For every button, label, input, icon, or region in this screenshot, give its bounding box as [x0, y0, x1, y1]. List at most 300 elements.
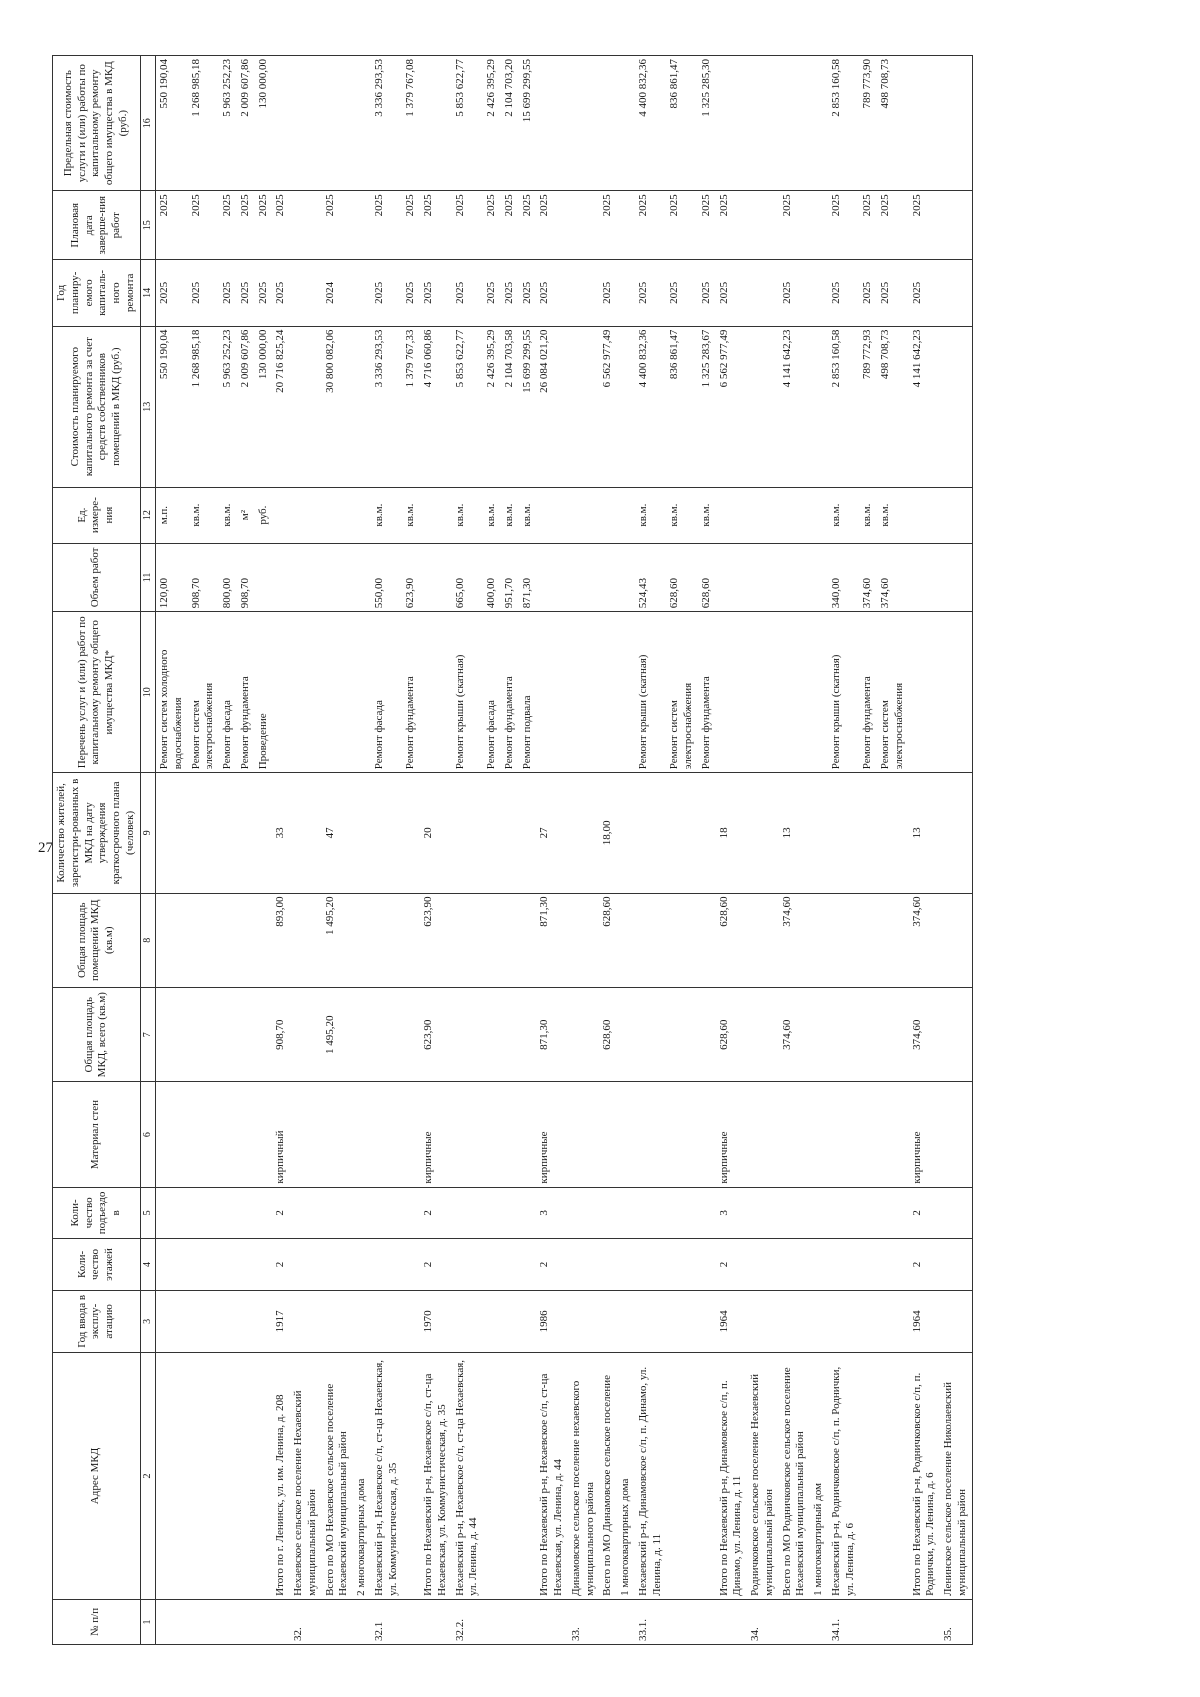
- table-cell-col-6: [483, 1082, 501, 1187]
- table-cell-col-16: [272, 56, 290, 191]
- table-row: [219, 56, 237, 1645]
- table-cell-col-12: [779, 487, 811, 543]
- table-cell-col-9: [156, 773, 188, 893]
- table-cell-col-5: [617, 1187, 635, 1239]
- table-cell-col-9: 33: [272, 773, 290, 893]
- table-cell-col-13: 15 699 299,55: [519, 326, 537, 487]
- table-cell-col-7: [859, 987, 877, 1081]
- table-row: [188, 56, 220, 1645]
- table-cell-col-3: 1964: [909, 1290, 941, 1352]
- table-cell-col-3: [501, 1290, 519, 1352]
- table-cell-col-7: [353, 987, 371, 1081]
- table-cell-col-10: [568, 612, 600, 773]
- table-cell-col-5: 3: [716, 1187, 748, 1239]
- table-cell-col-14: 2025: [483, 260, 501, 327]
- table-cell-col-10: [353, 612, 371, 773]
- table-cell-col-5: [255, 1187, 273, 1239]
- column-header-7: Общая площадь МКД, всего (кв.м): [53, 987, 141, 1081]
- table-cell-col-14: 2025: [779, 260, 811, 327]
- table-cell-col-1: 33.: [568, 1599, 600, 1644]
- table-cell-col-11: [747, 543, 779, 612]
- table-cell-col-4: [810, 1239, 828, 1291]
- table-row: [272, 56, 290, 1645]
- table-row: [828, 56, 860, 1645]
- table-cell-col-7: 628,60: [716, 987, 748, 1081]
- table-cell-col-7: [617, 987, 635, 1081]
- table-cell-col-2: [402, 1352, 420, 1599]
- table-cell-col-6: [353, 1082, 371, 1187]
- table-cell-col-10: [420, 612, 452, 773]
- table-cell-col-8: [483, 893, 501, 987]
- table-cell-col-9: [290, 773, 322, 893]
- table-cell-col-11: 908,70: [237, 543, 255, 612]
- table-cell-col-3: [290, 1290, 322, 1352]
- table-cell-col-9: [877, 773, 909, 893]
- table-cell-col-16: [536, 56, 568, 191]
- table-cell-col-16: [568, 56, 600, 191]
- table-cell-col-10: [810, 612, 828, 773]
- table-cell-col-8: 628,60: [716, 893, 748, 987]
- column-header-16: Предельная стоимость услуги и (или) работы по капитальному ремонту общего имущества в МКД (руб.): [53, 56, 141, 191]
- table-cell-col-8: [353, 893, 371, 987]
- table-row: [371, 56, 403, 1645]
- table-cell-col-2: [519, 1352, 537, 1599]
- table-cell-col-4: [501, 1239, 519, 1291]
- table-cell-col-10: [779, 612, 811, 773]
- table-cell-col-14: [568, 260, 600, 327]
- table-cell-col-13: [353, 326, 371, 487]
- table-cell-col-10: [599, 612, 617, 773]
- table-cell-col-15: 2025: [828, 191, 860, 260]
- column-header-15: Плановая дата заверше-ния работ: [53, 191, 141, 260]
- table-cell-col-15: [747, 191, 779, 260]
- table-cell-col-8: [255, 893, 273, 987]
- table-cell-col-11: [810, 543, 828, 612]
- table-cell-col-4: [747, 1239, 779, 1291]
- table-cell-col-2: [501, 1352, 519, 1599]
- table-cell-col-6: [255, 1082, 273, 1187]
- table-cell-col-9: [568, 773, 600, 893]
- table-cell-col-9: [666, 773, 698, 893]
- table-cell-col-1: 34.: [747, 1599, 779, 1644]
- table-cell-col-12: [353, 487, 371, 543]
- table-cell-col-1: [255, 1599, 273, 1644]
- table-cell-col-16: [353, 56, 371, 191]
- table-cell-col-2: Нехаевский р-н, Нехаевское с/п, ст-ца Нехаевская, ул. Коммунистическая, д. 35: [371, 1352, 403, 1599]
- table-cell-col-3: [483, 1290, 501, 1352]
- table-cell-col-5: 3: [536, 1187, 568, 1239]
- table-cell-col-12: [940, 487, 972, 543]
- table-cell-col-3: [255, 1290, 273, 1352]
- table-body: [156, 56, 973, 1645]
- table-cell-col-14: 2025: [272, 260, 290, 327]
- table-row: [237, 56, 255, 1645]
- table-cell-col-3: 1986: [536, 1290, 568, 1352]
- table-cell-col-7: [188, 987, 220, 1081]
- table-cell-col-11: [568, 543, 600, 612]
- table-cell-col-15: 2025: [322, 191, 354, 260]
- table-cell-col-8: [617, 893, 635, 987]
- table-cell-col-8: [859, 893, 877, 987]
- table-cell-col-14: 2025: [371, 260, 403, 327]
- table-cell-col-2: Всего по МО Динамовское сельское поселение: [599, 1352, 617, 1599]
- table-cell-col-5: [483, 1187, 501, 1239]
- table-cell-col-8: 628,60: [599, 893, 617, 987]
- table-cell-col-12: кв.м.: [859, 487, 877, 543]
- table-cell-col-7: 871,30: [536, 987, 568, 1081]
- table-cell-col-2: Динамовское сельское поселение нехаевского муниципального района: [568, 1352, 600, 1599]
- column-number-14: 14: [140, 260, 156, 327]
- table-row: [156, 56, 188, 1645]
- table-cell-col-3: [940, 1290, 972, 1352]
- table-cell-col-1: [420, 1599, 452, 1644]
- table-cell-col-6: [666, 1082, 698, 1187]
- table-cell-col-11: 665,00: [452, 543, 484, 612]
- table-cell-col-9: [747, 773, 779, 893]
- table-cell-col-4: [519, 1239, 537, 1291]
- table-row: [536, 56, 568, 1645]
- table-cell-col-5: [828, 1187, 860, 1239]
- table-cell-col-14: 2025: [828, 260, 860, 327]
- table-cell-col-7: [371, 987, 403, 1081]
- table-cell-col-7: 628,60: [599, 987, 617, 1081]
- table-cell-col-7: [519, 987, 537, 1081]
- column-header-12: Ед. измере-ния: [53, 487, 141, 543]
- table-row: [779, 56, 811, 1645]
- table-cell-col-12: кв.м.: [635, 487, 667, 543]
- table-cell-col-7: 623,90: [420, 987, 452, 1081]
- table-cell-col-2: [219, 1352, 237, 1599]
- table-cell-col-13: 2 853 160,58: [828, 326, 860, 487]
- table-cell-col-2: [237, 1352, 255, 1599]
- table-cell-col-15: 2025: [219, 191, 237, 260]
- table-cell-col-3: [568, 1290, 600, 1352]
- table-cell-col-16: 789 773,90: [859, 56, 877, 191]
- table-cell-col-1: [617, 1599, 635, 1644]
- table-cell-col-13: 130 000,00: [255, 326, 273, 487]
- table-cell-col-16: 2 426 395,29: [483, 56, 501, 191]
- table-cell-col-15: 2025: [255, 191, 273, 260]
- table-cell-col-7: [877, 987, 909, 1081]
- table-cell-col-2: 1 многоквартирный дом: [810, 1352, 828, 1599]
- table-cell-col-1: [698, 1599, 716, 1644]
- table-cell-col-15: 2025: [156, 191, 188, 260]
- table-cell-col-13: 550 190,04: [156, 326, 188, 487]
- table-cell-col-5: [219, 1187, 237, 1239]
- table-cell-col-7: 374,60: [909, 987, 941, 1081]
- table-cell-col-16: [290, 56, 322, 191]
- table-cell-col-14: 2025: [420, 260, 452, 327]
- header-row: [53, 56, 141, 1645]
- table-cell-col-2: [666, 1352, 698, 1599]
- column-number-11: 11: [140, 543, 156, 612]
- rotated-table-area: [52, 55, 1152, 1645]
- table-cell-col-16: 1 325 285,30: [698, 56, 716, 191]
- table-cell-col-11: [617, 543, 635, 612]
- table-cell-col-9: 13: [779, 773, 811, 893]
- table-cell-col-3: 1917: [272, 1290, 290, 1352]
- table-cell-col-1: 32.1: [371, 1599, 403, 1644]
- table-cell-col-12: руб.: [255, 487, 273, 543]
- table-cell-col-13: 6 562 977,49: [599, 326, 617, 487]
- table-cell-col-13: 4 141 642,23: [909, 326, 941, 487]
- column-number-8: 8: [140, 893, 156, 987]
- table-cell-col-1: [402, 1599, 420, 1644]
- table-cell-col-6: кирпичный: [272, 1082, 290, 1187]
- table-cell-col-12: [716, 487, 748, 543]
- table-cell-col-14: 2024: [322, 260, 354, 327]
- table-cell-col-6: [188, 1082, 220, 1187]
- table-cell-col-12: м.п.: [156, 487, 188, 543]
- table-cell-col-10: Ремонт систем электроснабжения: [666, 612, 698, 773]
- table-cell-col-14: 2025: [188, 260, 220, 327]
- table-cell-col-15: 2025: [420, 191, 452, 260]
- table-cell-col-1: [353, 1599, 371, 1644]
- table-cell-col-3: [219, 1290, 237, 1352]
- table-cell-col-15: 2025: [859, 191, 877, 260]
- column-number-3: 3: [140, 1290, 156, 1352]
- table-cell-col-2: Нехаевское сельское поселение Нехаевский муниципальный район: [290, 1352, 322, 1599]
- table-cell-col-15: 2025: [716, 191, 748, 260]
- column-header-14: Год планиру-емого капиталь-ного ремонта: [53, 260, 141, 327]
- table-cell-col-8: [519, 893, 537, 987]
- table-cell-col-14: 2025: [859, 260, 877, 327]
- table-cell-col-2: Итого по Нехаевский р-н, Нехаевское с/п, ст-ца Нехаевская, ул. Коммунистическая, д. 35: [420, 1352, 452, 1599]
- table-row: [877, 56, 909, 1645]
- table-cell-col-2: [698, 1352, 716, 1599]
- table-cell-col-1: 32.2.: [452, 1599, 484, 1644]
- table-cell-col-16: [940, 56, 972, 191]
- table-cell-col-1: [501, 1599, 519, 1644]
- column-header-11: Объем работ: [53, 543, 141, 612]
- table-cell-col-13: 1 325 283,67: [698, 326, 716, 487]
- table-cell-col-7: [666, 987, 698, 1081]
- table-cell-col-10: Ремонт крыши (скатная): [828, 612, 860, 773]
- table-cell-col-2: [877, 1352, 909, 1599]
- table-cell-col-4: [617, 1239, 635, 1291]
- table-cell-col-6: [156, 1082, 188, 1187]
- table-cell-col-9: [940, 773, 972, 893]
- table-cell-col-10: [272, 612, 290, 773]
- table-cell-col-12: [272, 487, 290, 543]
- table-cell-col-16: 2 104 703,20: [501, 56, 519, 191]
- table-cell-col-8: [156, 893, 188, 987]
- table-cell-col-12: кв.м.: [698, 487, 716, 543]
- table-cell-col-11: 374,60: [859, 543, 877, 612]
- table-cell-col-1: [483, 1599, 501, 1644]
- table-cell-col-12: кв.м.: [219, 487, 237, 543]
- table-cell-col-4: [353, 1239, 371, 1291]
- table-cell-col-12: кв.м.: [828, 487, 860, 543]
- table-cell-col-14: [810, 260, 828, 327]
- table-cell-col-9: 47: [322, 773, 354, 893]
- table-cell-col-14: 2025: [877, 260, 909, 327]
- table-cell-col-1: [322, 1599, 354, 1644]
- table-cell-col-12: [599, 487, 617, 543]
- table-cell-col-12: [420, 487, 452, 543]
- column-header-9: Количество жителей, зарегистри-рованных в МКД на дату утверждения краткосрочного плана (человек): [53, 773, 141, 893]
- table-cell-col-4: [635, 1239, 667, 1291]
- table-cell-col-6: [617, 1082, 635, 1187]
- table-cell-col-11: 628,60: [666, 543, 698, 612]
- column-number-1: 1: [140, 1599, 156, 1644]
- table-row: [698, 56, 716, 1645]
- table-cell-col-1: [156, 1599, 188, 1644]
- table-cell-col-1: [666, 1599, 698, 1644]
- table-cell-col-4: [156, 1239, 188, 1291]
- table-cell-col-15: [290, 191, 322, 260]
- table-cell-col-16: [909, 56, 941, 191]
- table-cell-col-3: [353, 1290, 371, 1352]
- table-cell-col-15: 2025: [635, 191, 667, 260]
- table-cell-col-16: 15 699 299,55: [519, 56, 537, 191]
- table-cell-col-8: [371, 893, 403, 987]
- column-number-15: 15: [140, 191, 156, 260]
- table-cell-col-9: [353, 773, 371, 893]
- column-number-16: 16: [140, 56, 156, 191]
- page-number: 27: [38, 840, 53, 856]
- table-cell-col-12: [909, 487, 941, 543]
- table-cell-col-2: Нехаевский р-н, Нехаевское с/п, ст-ца Нехаевская, ул. Ленина, д. 44: [452, 1352, 484, 1599]
- column-number-row: [140, 56, 156, 1645]
- table-cell-col-6: [290, 1082, 322, 1187]
- table-row: [290, 56, 322, 1645]
- table-cell-col-13: [617, 326, 635, 487]
- table-cell-col-15: 2025: [188, 191, 220, 260]
- table-cell-col-5: [501, 1187, 519, 1239]
- table-cell-col-7: 908,70: [272, 987, 290, 1081]
- column-number-9: 9: [140, 773, 156, 893]
- table-cell-col-11: 951,70: [501, 543, 519, 612]
- table-cell-col-10: Ремонт крыши (скатная): [452, 612, 484, 773]
- table-cell-col-2: Всего по МО Нехаевское сельское поселение Нехаевский муниципальный район: [322, 1352, 354, 1599]
- table-cell-col-16: 550 190,04: [156, 56, 188, 191]
- table-cell-col-8: [402, 893, 420, 987]
- table-cell-col-5: 2: [420, 1187, 452, 1239]
- table-cell-col-4: 2: [272, 1239, 290, 1291]
- table-row: [322, 56, 354, 1645]
- table-cell-col-5: [188, 1187, 220, 1239]
- table-cell-col-5: [599, 1187, 617, 1239]
- table-cell-col-7: 374,60: [779, 987, 811, 1081]
- table-cell-col-1: [716, 1599, 748, 1644]
- table-row: [859, 56, 877, 1645]
- table-cell-col-1: [272, 1599, 290, 1644]
- table-cell-col-4: 2: [536, 1239, 568, 1291]
- column-header-6: Материал стен: [53, 1082, 141, 1187]
- table-cell-col-5: [237, 1187, 255, 1239]
- table-cell-col-5: [666, 1187, 698, 1239]
- table-cell-col-9: 18,00: [599, 773, 617, 893]
- table-cell-col-1: 32.: [290, 1599, 322, 1644]
- table-cell-col-16: 2 009 607,86: [237, 56, 255, 191]
- table-cell-col-15: 2025: [779, 191, 811, 260]
- table-cell-col-14: 2025: [716, 260, 748, 327]
- table-cell-col-15: 2025: [501, 191, 519, 260]
- table-cell-col-13: 4 400 832,36: [635, 326, 667, 487]
- table-cell-col-2: Всего по МО Родничковское сельское поселение Нехаевский муниципальный район: [779, 1352, 811, 1599]
- table-cell-col-7: [940, 987, 972, 1081]
- table-cell-col-16: 3 336 293,53: [371, 56, 403, 191]
- table-cell-col-15: [568, 191, 600, 260]
- table-cell-col-9: [483, 773, 501, 893]
- table-cell-col-12: кв.м.: [402, 487, 420, 543]
- table-cell-col-14: [940, 260, 972, 327]
- table-cell-col-10: [536, 612, 568, 773]
- table-cell-col-11: 623,90: [402, 543, 420, 612]
- table-cell-col-2: 2 многоквартирных дома: [353, 1352, 371, 1599]
- table-cell-col-13: 4 716 060,86: [420, 326, 452, 487]
- table-cell-col-3: [599, 1290, 617, 1352]
- table-cell-col-8: 1 495,20: [322, 893, 354, 987]
- table-cell-col-6: [828, 1082, 860, 1187]
- table-cell-col-8: [188, 893, 220, 987]
- table-cell-col-13: 1 268 985,18: [188, 326, 220, 487]
- table-row: [666, 56, 698, 1645]
- table-cell-col-12: [290, 487, 322, 543]
- table-cell-col-10: Ремонт фундамента: [237, 612, 255, 773]
- table-cell-col-9: [698, 773, 716, 893]
- table-cell-col-7: [810, 987, 828, 1081]
- table-cell-col-3: [156, 1290, 188, 1352]
- table-cell-col-4: [452, 1239, 484, 1291]
- table-cell-col-13: [568, 326, 600, 487]
- table-cell-col-8: [501, 893, 519, 987]
- table-cell-col-8: 374,60: [909, 893, 941, 987]
- table-cell-col-5: [940, 1187, 972, 1239]
- table-cell-col-3: 1964: [716, 1290, 748, 1352]
- table-cell-col-3: [810, 1290, 828, 1352]
- table-cell-col-6: [747, 1082, 779, 1187]
- table-cell-col-9: [519, 773, 537, 893]
- table-cell-col-3: [519, 1290, 537, 1352]
- table-cell-col-15: 2025: [536, 191, 568, 260]
- table-cell-col-4: [402, 1239, 420, 1291]
- table-cell-col-13: 836 861,47: [666, 326, 698, 487]
- table-cell-col-9: 18: [716, 773, 748, 893]
- table-cell-col-10: Ремонт фундамента: [402, 612, 420, 773]
- table-cell-col-15: 2025: [371, 191, 403, 260]
- table-cell-col-3: [617, 1290, 635, 1352]
- table-cell-col-5: [402, 1187, 420, 1239]
- table-cell-col-16: [747, 56, 779, 191]
- table-row: [617, 56, 635, 1645]
- table-cell-col-7: [452, 987, 484, 1081]
- table-cell-col-12: кв.м.: [877, 487, 909, 543]
- table-cell-col-13: [940, 326, 972, 487]
- table-cell-col-7: [219, 987, 237, 1081]
- table-cell-col-14: 2025: [156, 260, 188, 327]
- table-cell-col-12: [747, 487, 779, 543]
- table-cell-col-4: [371, 1239, 403, 1291]
- table-cell-col-5: [747, 1187, 779, 1239]
- table-cell-col-15: [940, 191, 972, 260]
- table-cell-col-2: [156, 1352, 188, 1599]
- table-cell-col-15: 2025: [483, 191, 501, 260]
- table-cell-col-9: [828, 773, 860, 893]
- table-cell-col-7: [290, 987, 322, 1081]
- table-cell-col-13: 1 379 767,33: [402, 326, 420, 487]
- table-cell-col-16: 2 853 160,58: [828, 56, 860, 191]
- column-number-4: 4: [140, 1239, 156, 1291]
- table-cell-col-11: [940, 543, 972, 612]
- table-cell-col-3: [402, 1290, 420, 1352]
- table-cell-col-16: [617, 56, 635, 191]
- table-cell-col-9: [371, 773, 403, 893]
- table-cell-col-15: 2025: [666, 191, 698, 260]
- table-cell-col-3: [452, 1290, 484, 1352]
- table-cell-col-15: [353, 191, 371, 260]
